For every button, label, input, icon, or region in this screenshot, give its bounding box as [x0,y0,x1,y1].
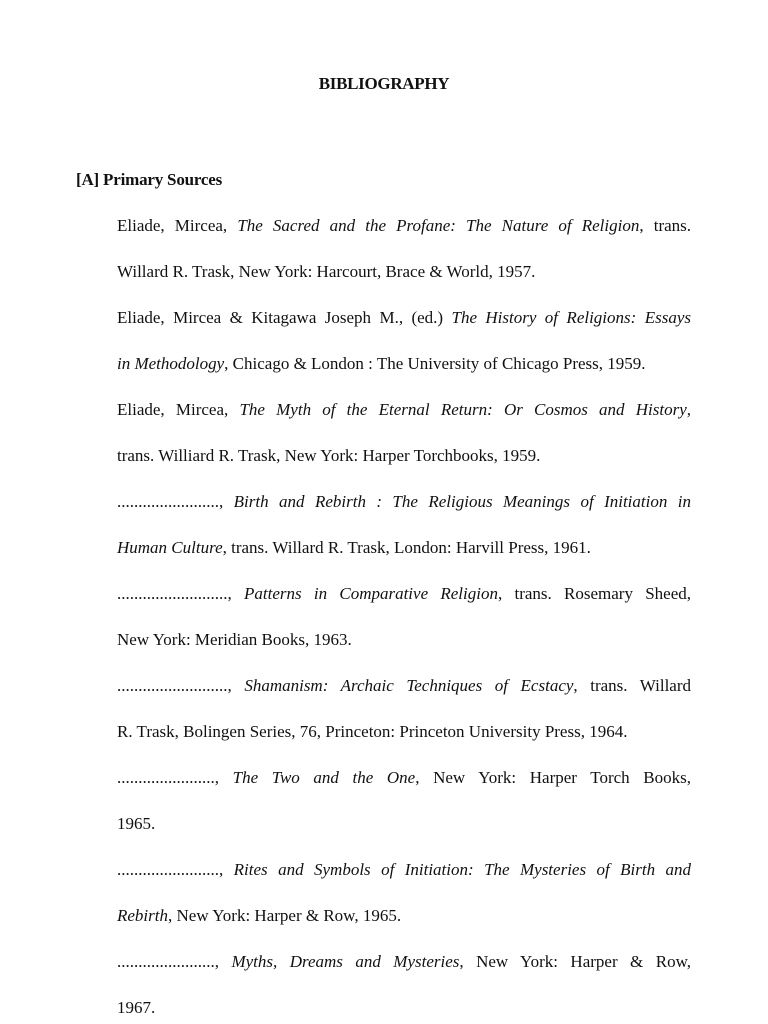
entry-9-line-1: ......................., Myths, Dreams and Mysteries, New York: Harper & Row, [117,952,691,971]
entry-1-line-2: Willard R. Trask, New York: Harcourt, Brace & World, 1957. [117,262,536,281]
entry-2-line-2: in Methodology, Chicago & London : The University of Chicago Press, 1959. [117,354,646,373]
entry-7-line-2: 1965. [117,814,156,833]
entry-4-line-1: ........................, Birth and Rebirth : The Religious Meanings of Initiation in [117,492,691,511]
entry-6-line-2: R. Trask, Bolingen Series, 76, Princeton: Princeton University Press, 1964. [117,722,628,741]
entry-1-line-1: Eliade, Mircea, The Sacred and the Profane: The Nature of Religion, trans. [117,216,692,235]
page-title: BIBLIOGRAPHY [318,74,450,93]
entry-3-line-2: trans. Williard R. Trask, New York: Harper Torchbooks, 1959. [117,446,541,465]
entry-5-line-2: New York: Meridian Books, 1963. [117,630,352,649]
entry-8-line-1: ........................, Rites and Symbols of Initiation: The Mysteries of Birth and [117,860,692,879]
entry-6-line-1: .........................., Shamanism: Archaic Techniques of Ecstacy, trans. Willard [117,676,692,695]
entry-5-line-1: .........................., Patterns in Comparative Religion, trans. Rosemary Sheed, [117,584,692,603]
entry-8-line-2: Rebirth, New York: Harper & Row, 1965. [117,906,402,925]
section-heading: [A] Primary Sources [76,170,223,189]
entry-2-line-1: Eliade, Mircea & Kitagawa Joseph M., (ed.) The History of Religions: Essays [117,308,691,327]
entry-7-line-1: ......................., The Two and the One, New York: Harper Torch Books, [117,768,692,787]
entry-3-line-1: Eliade, Mircea, The Myth of the Eternal Return: Or Cosmos and History, [117,400,691,419]
entry-4-line-2: Human Culture, trans. Willard R. Trask, London: Harvill Press, 1961. [117,538,591,557]
entry-9-line-2: 1967. [117,998,156,1017]
